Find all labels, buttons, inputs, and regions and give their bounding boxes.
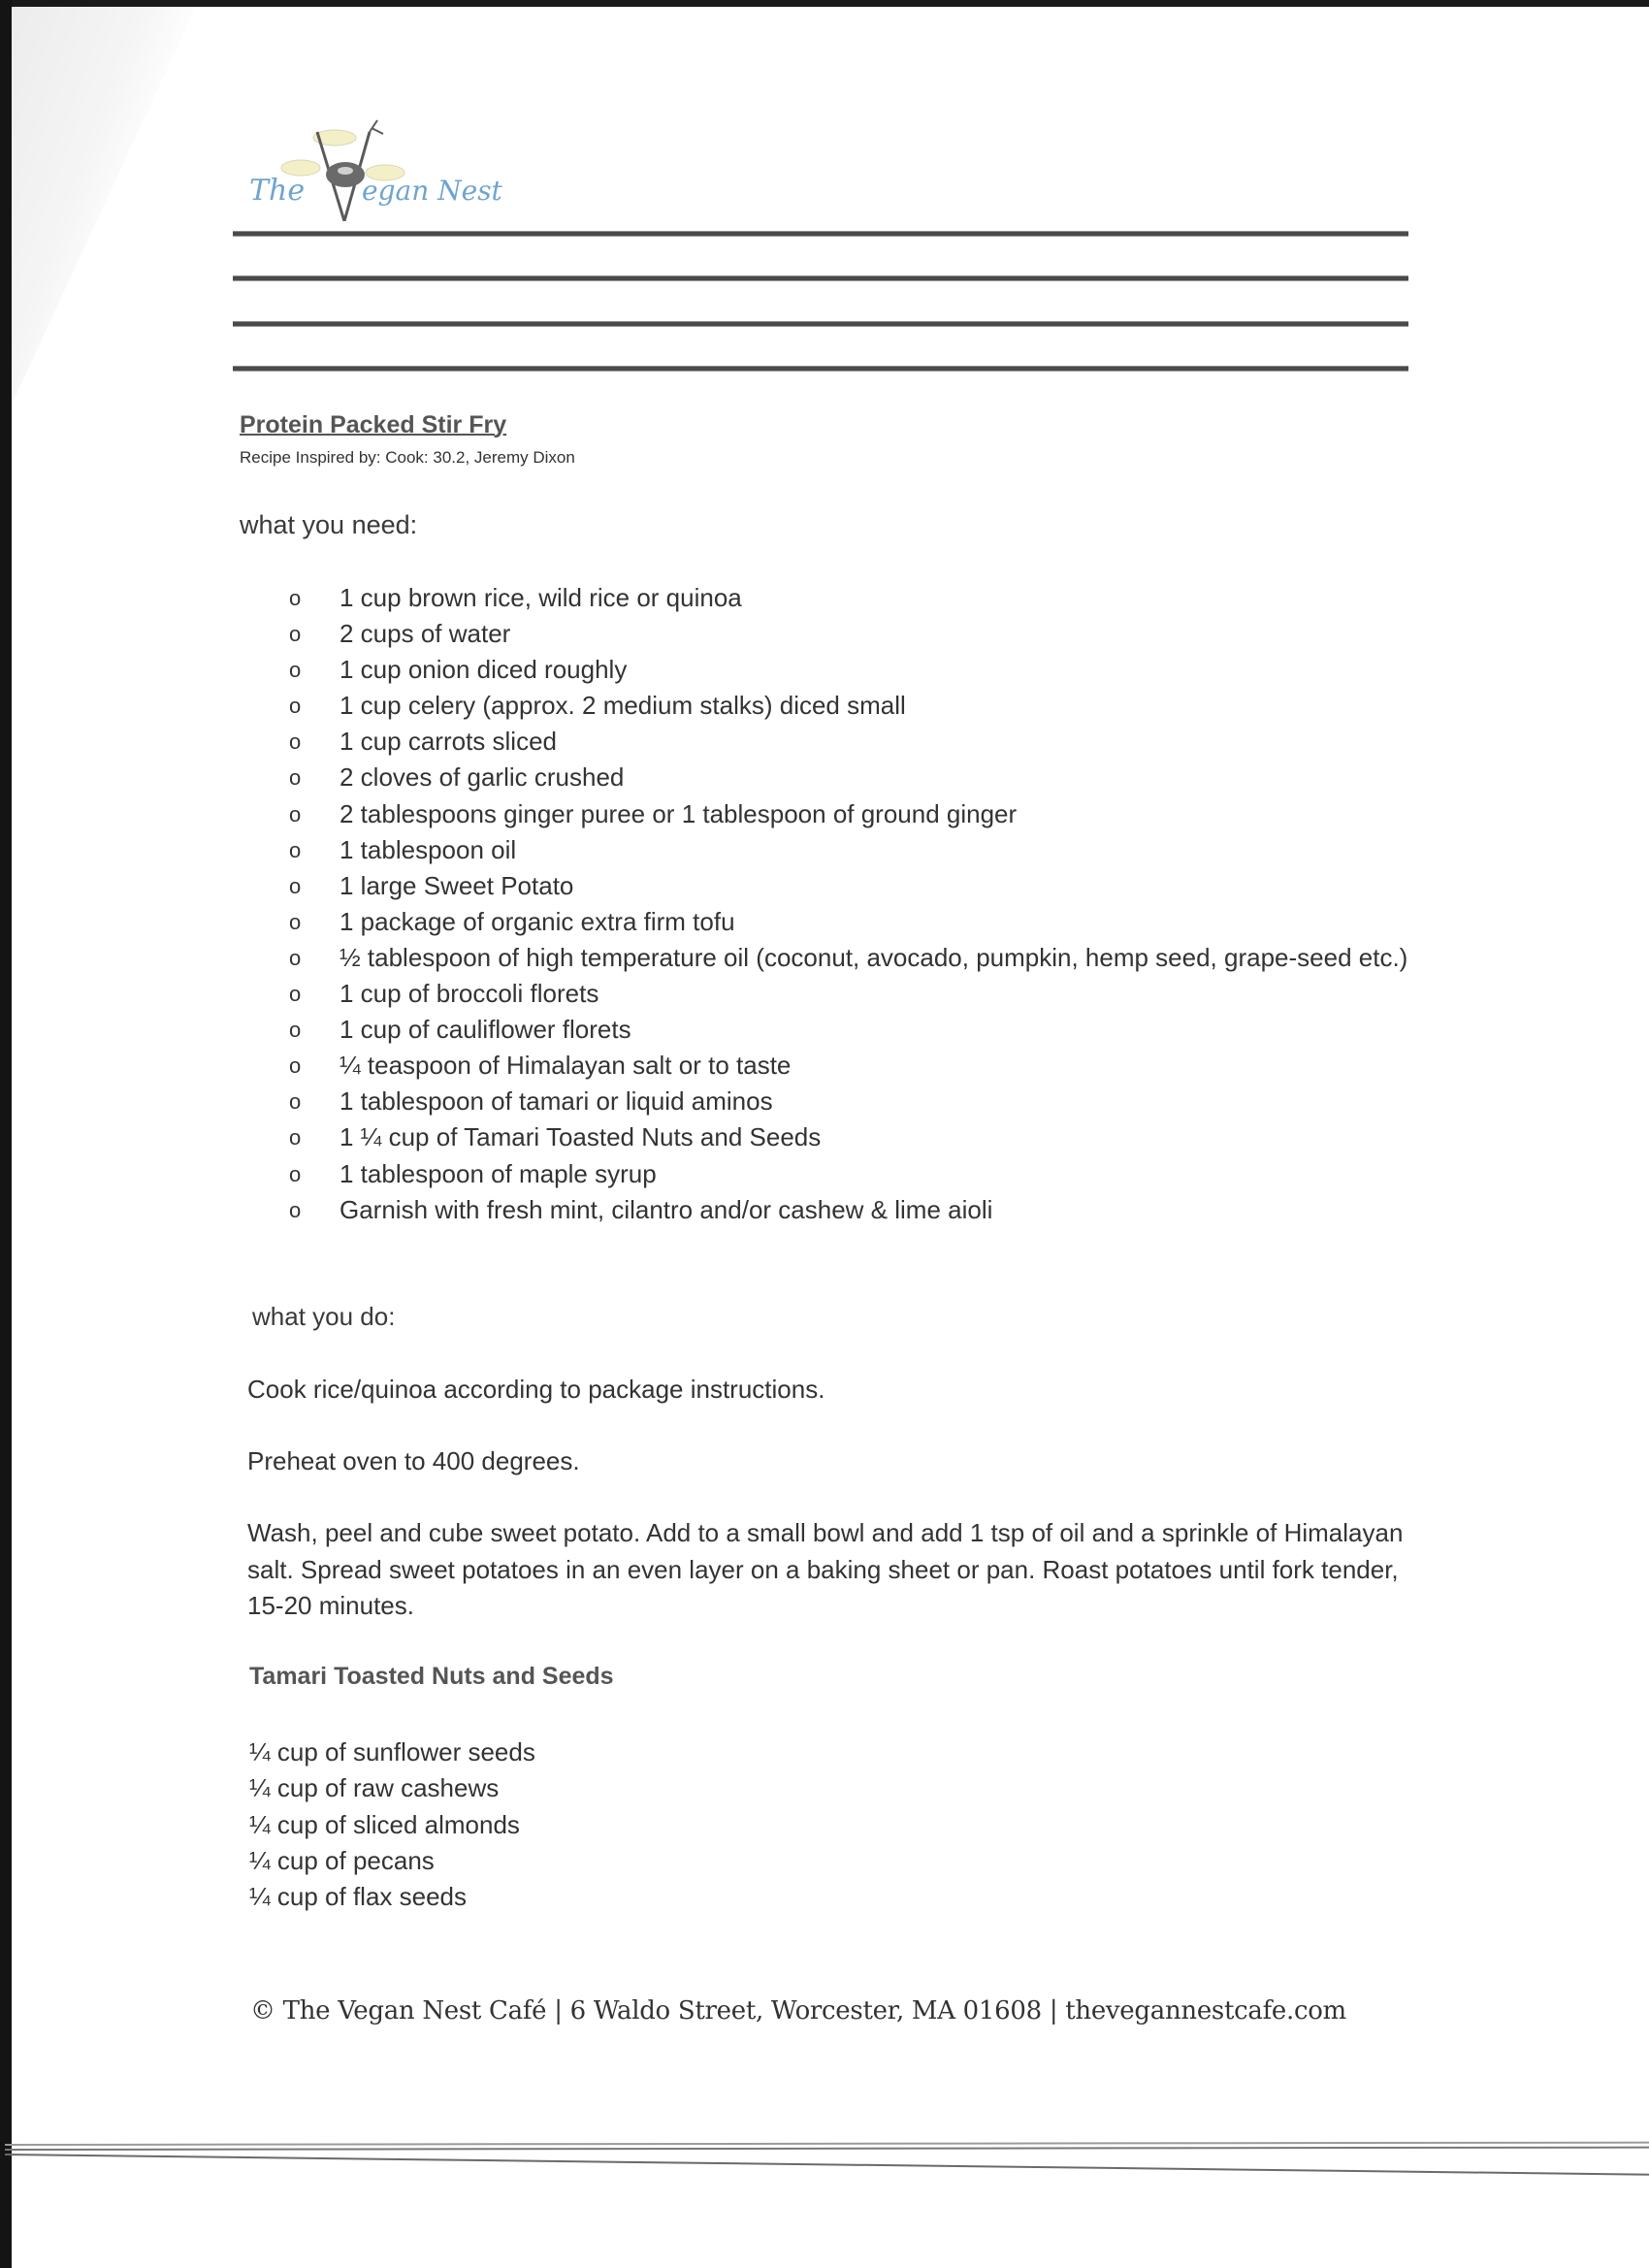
header-rule <box>233 231 1408 237</box>
bullet-circle-icon: o <box>289 765 302 791</box>
ingredient-text: 1 tablespoon of maple syrup <box>340 1158 657 1188</box>
ingredient-item <box>289 724 1414 760</box>
ingredient-item <box>289 940 1414 976</box>
ingredients-heading: what you need: <box>240 510 418 539</box>
ingredient-text: 1 cup of cauliflower florets <box>340 1015 631 1045</box>
bullet-circle-icon: o <box>289 694 302 719</box>
ingredient-text: 1 cup brown rice, wild rice or quinoa <box>340 583 742 612</box>
ingredient-item <box>289 1119 1414 1155</box>
bullet-circle-icon: o <box>289 622 302 647</box>
logo-text-egan: egan Nest <box>362 175 502 207</box>
bullet-circle-icon: o <box>289 586 302 610</box>
bullet-circle-icon: o <box>289 1089 302 1115</box>
ingredient-text: 1 ¼ cup of Tamari Toasted Nuts and Seeds <box>340 1122 822 1152</box>
direction-step: Cook rice/quinoa according to package instructions. <box>247 1375 825 1404</box>
ingredient-item <box>289 580 1414 616</box>
nest-center <box>338 167 353 175</box>
ingredient-item <box>289 1012 1414 1048</box>
recipe-credit: Recipe Inspired by: Cook: 30.2, Jeremy Dixon <box>240 448 575 467</box>
bullet-circle-icon: o <box>289 945 302 970</box>
ingredient-text: 1 large Sweet Potato <box>340 870 574 900</box>
ingredient-item <box>289 976 1414 1012</box>
ingredient-text: 1 cup carrots sliced <box>340 727 557 757</box>
ingredient-item <box>289 652 1414 688</box>
ingredient-text: 1 package of organic extra firm tofu <box>340 906 735 936</box>
ingredient-item <box>289 796 1414 832</box>
ingredient-text: 1 cup onion diced roughly <box>340 655 628 685</box>
bullet-circle-icon: o <box>289 909 302 934</box>
page-edge-line <box>5 2154 1649 2176</box>
nuts-seeds-list <box>249 1734 535 1915</box>
bullet-circle-icon: o <box>289 982 302 1007</box>
bullet-circle-icon: o <box>289 1125 302 1150</box>
vegan-nest-logo-icon <box>247 114 519 221</box>
directions-heading: what you do: <box>252 1302 396 1331</box>
logo <box>247 114 519 221</box>
ingredient-text: Garnish with fresh mint, cilantro and/or cashew & lime aioli <box>340 1194 993 1224</box>
ingredient-item <box>289 760 1414 795</box>
ingredient-item <box>289 868 1414 904</box>
ingredient-text: 1 cup of broccoli florets <box>340 979 599 1009</box>
ingredient-text: 2 cups of water <box>340 619 511 649</box>
nut-seed-item: ¼ cup of sunflower seeds <box>249 1737 535 1766</box>
nut-seed-item: ¼ cup of raw cashews <box>249 1773 500 1803</box>
ingredient-text: ½ tablespoon of high temperature oil (coconut, avocado, pumpkin, hemp seed, grape-seed etc.) <box>340 942 1408 972</box>
branch-icon <box>370 120 383 134</box>
ingredient-text: 2 cloves of garlic crushed <box>340 762 625 793</box>
bullet-circle-icon: o <box>289 1018 302 1043</box>
page-edge-line <box>5 2147 1649 2151</box>
direction-step: Preheat oven to 400 degrees. <box>247 1446 580 1475</box>
bullet-circle-icon: o <box>289 658 302 683</box>
ingredient-item <box>289 904 1414 940</box>
ingredient-item <box>289 616 1414 652</box>
bullet-circle-icon: o <box>289 1161 302 1186</box>
footer-address: © The Vegan Nest Café | 6 Waldo Street, Worcester, MA 01608 | thevegannestcafe.com <box>250 1996 1346 2025</box>
header-rule <box>233 366 1408 372</box>
nut-seed-item: ¼ cup of pecans <box>249 1845 435 1875</box>
ingredient-text: 1 cup celery (approx. 2 medium stalks) diced small <box>340 691 906 721</box>
ingredient-text: 2 tablespoons ginger puree or 1 tablespoon of ground ginger <box>340 798 1018 828</box>
ingredient-item <box>289 1192 1414 1228</box>
bullet-circle-icon: o <box>289 1197 302 1222</box>
bullet-circle-icon: o <box>289 1053 302 1079</box>
logo-text-the: The <box>249 174 306 208</box>
ingredient-text: 1 tablespoon of tamari or liquid aminos <box>340 1086 773 1117</box>
ingredient-item <box>289 832 1414 868</box>
nuts-seeds-heading: Tamari Toasted Nuts and Seeds <box>249 1663 614 1690</box>
ingredient-text: ¼ teaspoon of Himalayan salt or to taste <box>340 1051 792 1081</box>
ingredients-list <box>289 580 1414 1228</box>
scan-shadow <box>12 7 196 405</box>
ingredient-item <box>289 1048 1414 1084</box>
header-rule <box>233 275 1408 281</box>
ingredient-item <box>289 688 1414 724</box>
bullet-circle-icon: o <box>289 729 302 755</box>
bullet-circle-icon: o <box>289 873 302 898</box>
ingredient-item <box>289 1084 1414 1119</box>
ingredient-item <box>289 1156 1414 1192</box>
nut-seed-item: ¼ cup of sliced almonds <box>249 1809 520 1839</box>
bullet-circle-icon: o <box>289 801 302 826</box>
recipe-title: Protein Packed Stir Fry <box>240 411 507 438</box>
page-edge-line <box>5 2142 1649 2146</box>
ingredient-text: 1 tablespoon oil <box>340 834 517 864</box>
header-rule <box>233 321 1408 327</box>
bullet-circle-icon: o <box>289 837 302 862</box>
scan-border-top <box>0 0 1649 7</box>
scan-border-left <box>0 0 12 2268</box>
nut-seed-item: ¼ cup of flax seeds <box>249 1882 468 1912</box>
direction-step: Wash, peel and cube sweet potato. Add to a small bowl and add 1 tsp of oil and a sprinkle of Himalayan salt. Spread sweet potatoes in an even layer on a baking sheet or pan. Roast potatoes until fork tender, 15-20 minutes. <box>247 1518 1404 1620</box>
